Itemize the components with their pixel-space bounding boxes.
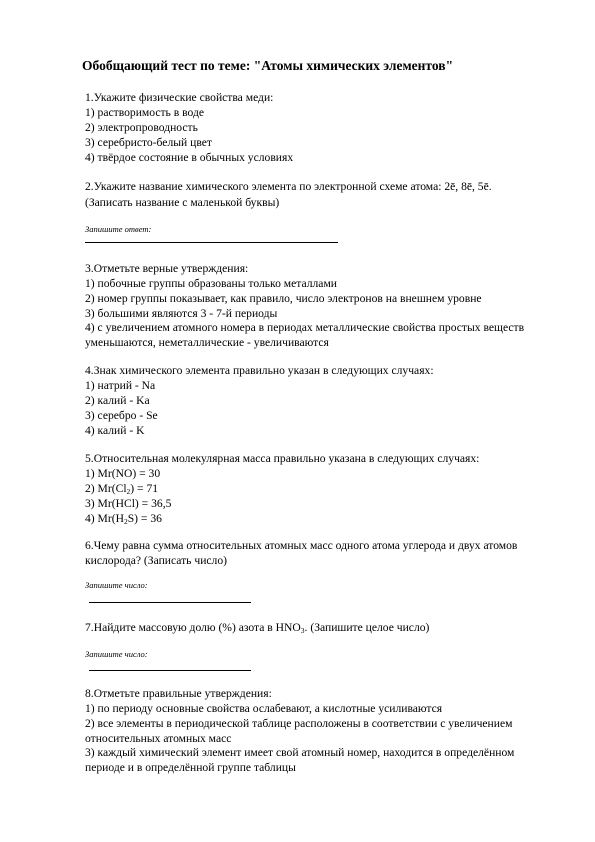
question-4: 4.Знак химического элемента правильно указан в следующих случаях: xyxy=(85,364,434,377)
q3-option-2[interactable]: 2) номер группы показывает, как правило, число электронов на внешнем уровне xyxy=(85,292,482,305)
q8-option-1[interactable]: 1) по периоду основные свойства ослабевают, а кислотные усиливаются xyxy=(85,702,443,715)
q2-answer-line[interactable] xyxy=(85,242,338,243)
q5-option-3-text: 3) Mr(HCl) = 36,5 xyxy=(85,497,172,510)
q5-option-4-subscript: 2 xyxy=(123,517,128,526)
question-7 xyxy=(85,621,429,636)
q5-option-4[interactable] xyxy=(85,512,162,527)
q5-option-4-text: 4) Mr(H xyxy=(85,512,124,525)
question-2: 2.Укажите название химического элемента по электронной схеме атома: 2ē, 8ē, 5ē. xyxy=(85,180,492,193)
q5-option-3[interactable] xyxy=(85,497,171,511)
q5-option-2-text-end: ) = 71 xyxy=(130,482,159,495)
q8-option-2[interactable]: 2) все элементы в периодической таблице расположены в соответствии с увеличением xyxy=(85,717,513,730)
q6-answer-hint: Запишите число: xyxy=(85,580,148,590)
q4-option-2[interactable]: 2) калий - Ka xyxy=(85,394,150,407)
q4-option-3[interactable]: 3) серебро - Se xyxy=(85,409,158,422)
q7-subscript: 3 xyxy=(300,626,305,635)
q5-option-2-subscript: 2 xyxy=(126,487,131,496)
q2-note: (Записать название с маленькой буквы) xyxy=(85,196,280,209)
q3-option-1[interactable]: 1) побочные группы образованы только металлами xyxy=(85,277,337,290)
q6-answer-line[interactable] xyxy=(89,602,251,603)
q7-answer-hint: Запишите число: xyxy=(85,649,148,659)
q8-option-3[interactable]: 3) каждый химический элемент имеет свой атомный номер, находится в определённом xyxy=(85,746,515,759)
page-title: Обобщающий тест по теме: "Атомы химических элементов" xyxy=(82,58,454,73)
q5-option-1[interactable] xyxy=(85,467,160,481)
q5-option-2-text: 2) Mr(Cl xyxy=(85,482,127,495)
q3-option-3[interactable]: 3) большими являются 3 - 7-й периоды xyxy=(85,307,278,320)
q5-option-1-text: 1) Mr(NO) = 30 xyxy=(85,467,161,480)
q3-option-4[interactable]: 4) с увеличением атомного номера в периодах металлические свойства простых веществ xyxy=(85,321,525,334)
q4-option-1[interactable]: 1) натрий - Na xyxy=(85,379,156,392)
q1-option-3[interactable]: 3) серебристо-белый цвет xyxy=(85,136,212,149)
q8-option-2-continued: относительных атомных масс xyxy=(85,732,232,745)
q7-answer-line[interactable] xyxy=(89,670,251,671)
q7-text-end: . (Запишите целое число) xyxy=(304,621,430,634)
q1-option-1[interactable]: 1) растворимость в воде xyxy=(85,106,204,119)
q8-option-3-continued: периоде и в определённой группе таблицы xyxy=(85,761,296,774)
question-3: 3.Отметьте верные утверждения: xyxy=(85,262,249,275)
q7-text: 7.Найдите массовую долю (%) азота в HNO xyxy=(85,621,301,634)
q5-option-4-text-end: S) = 36 xyxy=(127,512,162,525)
q1-option-4[interactable]: 4) твёрдое состояние в обычных условиях xyxy=(85,151,294,164)
q4-option-4[interactable]: 4) калий - K xyxy=(85,424,145,437)
question-5: 5.Относительная молекулярная масса правильно указана в следующих случаях: xyxy=(85,452,480,465)
question-8: 8.Отметьте правильные утверждения: xyxy=(85,687,272,700)
question-6-continued: кислорода? (Записать число) xyxy=(85,554,227,567)
q5-option-2[interactable] xyxy=(85,482,158,497)
q1-option-2[interactable]: 2) электропроводность xyxy=(85,121,198,134)
question-6: 6.Чему равна сумма относительных атомных масс одного атома углерода и двух атомов xyxy=(85,539,518,552)
q3-option-4-continued: уменьшаются, неметаллические - увеличиваются xyxy=(85,336,329,349)
q2-answer-hint: Запишите ответ: xyxy=(85,224,152,234)
question-1: 1.Укажите физические свойства меди: xyxy=(85,91,274,104)
